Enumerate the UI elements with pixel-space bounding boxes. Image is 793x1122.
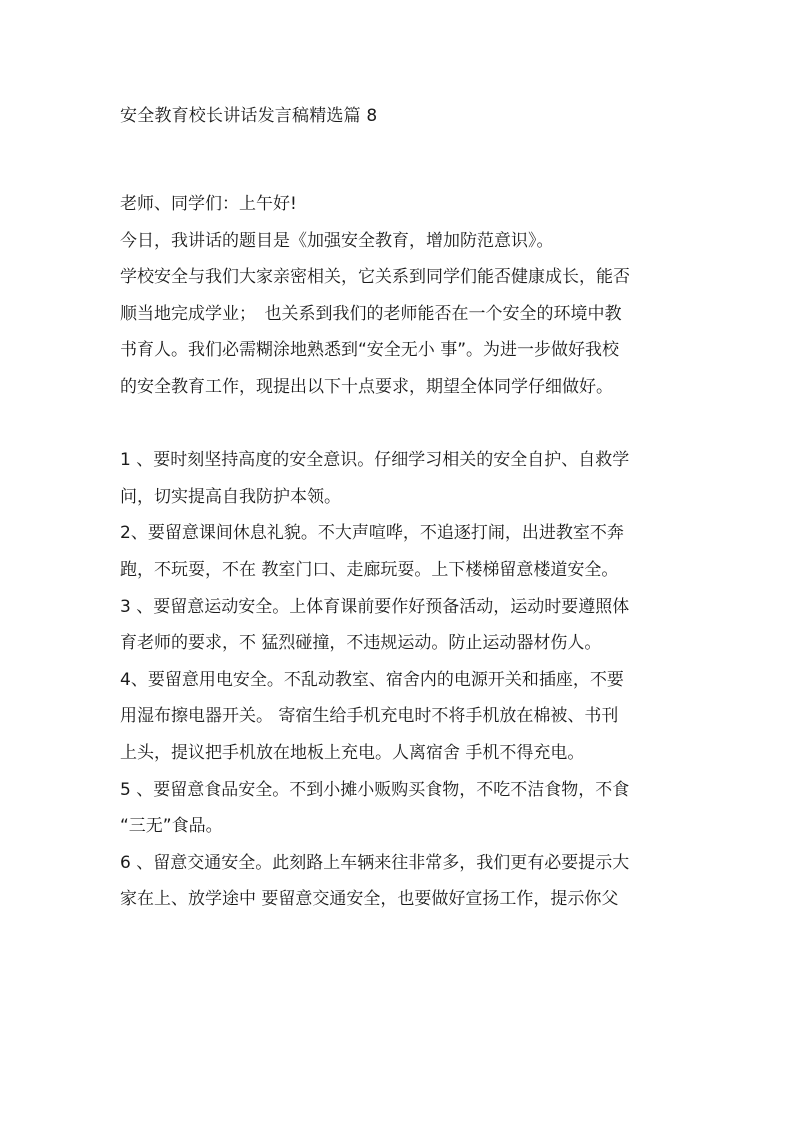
list-item-line: 用湿布擦电器开关。 寄宿生给手机充电时不将手机放在棉被、书刊	[120, 706, 619, 727]
document-body	[120, 186, 680, 918]
list-item-line: “三无”食品。	[120, 816, 223, 837]
list-item-line: 6 、留意交通安全。此刻路上车辆来往非常多，我们更有必要提示大	[120, 852, 630, 873]
list-item-line: 5 、要留意食品安全。不到小摊小贩购买食物，不吃不洁食物，不食	[120, 779, 630, 800]
list-item-line: 跑，不玩耍，不在 教室门口、走廊玩耍。上下楼梯留意楼道安全。	[120, 559, 619, 580]
list-item-line: 2、要留意课间休息礼貌。不大声喧哗，不追逐打闹，出进教室不奔	[120, 523, 624, 544]
document-title: 安全教育校长讲话发言稿精选篇 8	[120, 106, 378, 126]
greeting-line: 老师、同学们：上午好!	[120, 194, 297, 214]
list-item-line: 育老师的要求，不 猛烈碰撞，不违规运动。防止运动器材伤人。	[120, 633, 602, 654]
paragraph-line: 书育人。我们必需糊涂地熟悉到“安全无小 事”。为进一步做好我校	[120, 340, 620, 361]
list-item-line: 家在上、放学途中 要留意交通安全，也要做好宣扬工作，提示你父	[120, 889, 619, 910]
paragraph-line: 学校安全与我们大家亲密相关，它关系到同学们能否健康成长，能否	[120, 267, 630, 288]
paragraph-line: 顺当地完成学业； 也关系到我们的老师能否在一个安全的环境中教	[120, 303, 622, 324]
list-item-line: 1 、要时刻坚持高度的安全意识。仔细学习相关的安全自护、自救学	[120, 450, 630, 471]
list-item-line: 上头，提议把手机放在地板上充电。人离宿舍 手机不得充电。	[120, 742, 585, 763]
paragraph-line: 的安全教育工作，现提出以下十点要求，期望全体同学仔细做好。	[120, 376, 613, 397]
list-item-line: 3 、要留意运动安全。上体育课前要作好预备活动，运动时要遵照体	[120, 596, 630, 617]
list-item-line: 问，切实提高自我防护本领。	[120, 486, 341, 507]
list-item-line: 4、要留意用电安全。不乱动教室、宿舍内的电源开关和插座，不要	[120, 669, 624, 690]
paragraph-gap	[120, 406, 680, 443]
topic-line: 今日，我讲话的题目是《加强安全教育，增加防范意识》。	[120, 230, 554, 251]
